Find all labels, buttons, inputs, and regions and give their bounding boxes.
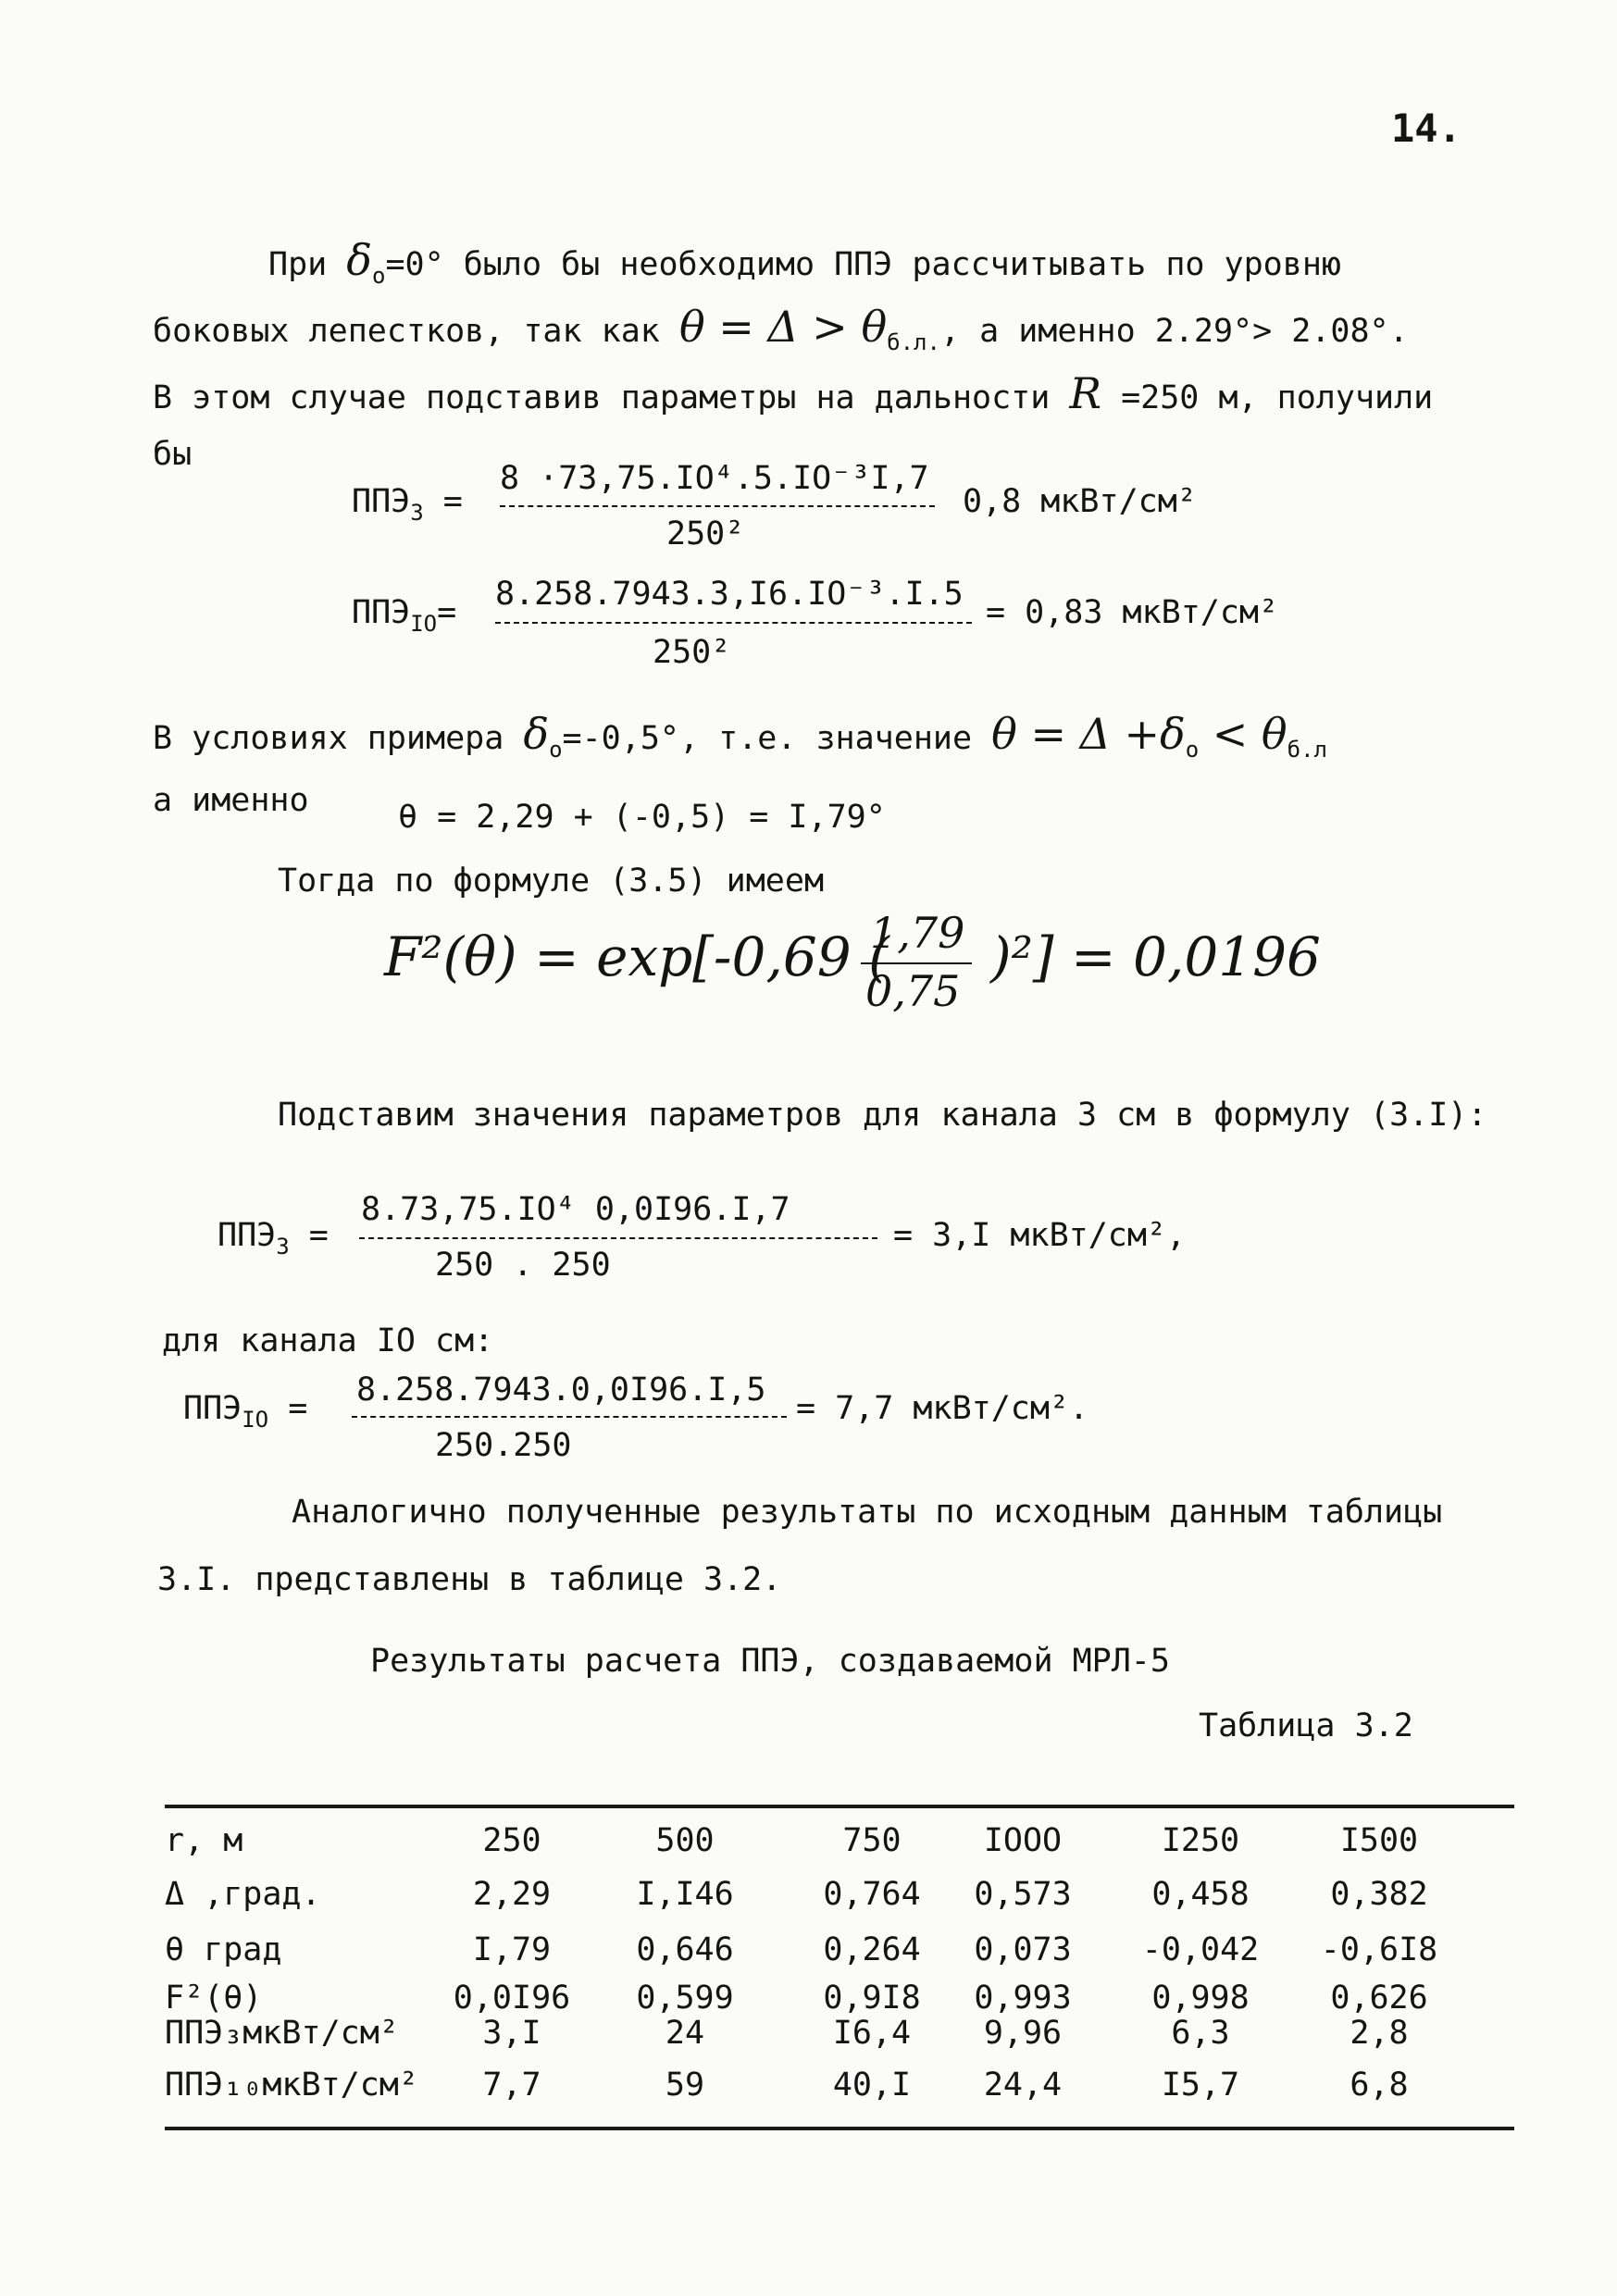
para2-line2-label: а именно [153, 782, 309, 819]
eq1-lhs: $ППЭ_3$ = [352, 483, 463, 526]
para2-line2-expr: θ = 2,29 + (-0,5) = I,79° [398, 799, 886, 836]
eq2-lhs: $ППЭ_{IO}=$ [352, 594, 457, 637]
eq3-result: = 3,I мкВт/см², [893, 1217, 1187, 1254]
table-cell: 59 [665, 2066, 705, 2104]
table-cell: I5,7 [1161, 2066, 1240, 2104]
table-cell: 0,998 [1151, 1980, 1250, 2017]
formula35-rhs: )²] = 0,0196 [990, 925, 1321, 988]
table-cell: 0,264 [823, 1931, 921, 1968]
table-cell: 9,96 [983, 2015, 1063, 2052]
eq3-denominator: 250 . 250 [435, 1247, 611, 1284]
table-cell: 500 [655, 1822, 715, 1859]
row-header-theta: θ град [165, 1931, 282, 1968]
formula35-fraction-bar [861, 962, 972, 964]
eq2-denominator: 250² [653, 634, 731, 671]
table-cell: 24,4 [983, 2066, 1063, 2104]
para1-line3: В этом случае подставив параметры на дальности R =250 м, получили [153, 368, 1434, 418]
table-cell: 2,29 [472, 1876, 552, 1913]
table-top-rule [165, 1805, 1514, 1808]
table-cell: 250 [482, 1822, 541, 1859]
para2-line3: Тогда по формуле (3.5) имеем [278, 863, 825, 900]
table-cell: 3,I [482, 2015, 541, 2052]
table-cell: 0,0I96 [453, 1980, 571, 2017]
eq1-numerator: 8 ·73,75.IO⁴.5.IO⁻³I,7 [500, 460, 929, 497]
table-cell: 750 [842, 1822, 902, 1859]
table-cell: 0,646 [636, 1931, 734, 1968]
table-cell: 0,073 [974, 1931, 1072, 1968]
para1-line1: При $\delta_o=0^\circ$ было бы необходимо ППЭ рассчитывать по уровню [268, 235, 1341, 289]
table-cell: I500 [1339, 1822, 1419, 1859]
page-number: 14. [1391, 105, 1462, 151]
para5-line1: Аналогично полученные результаты по исходным данным таблицы [292, 1494, 1443, 1531]
table-cell: 0,626 [1330, 1980, 1428, 2017]
eq3-fraction-bar [359, 1237, 877, 1239]
table-cell: -0,6I8 [1320, 1931, 1438, 1968]
eq1-denominator: 250² [666, 515, 745, 552]
table-cell: I,79 [472, 1931, 552, 1968]
table-cell: 0,599 [636, 1980, 734, 2017]
eq4-fraction-bar [352, 1416, 787, 1418]
formula35-denominator: 0,75 [865, 966, 961, 1016]
table-cell: 0,573 [974, 1876, 1072, 1913]
table-cell: 7,7 [482, 2066, 541, 2104]
eq4-denominator: 250.250 [435, 1427, 572, 1464]
table-cell: 40,I [832, 2066, 912, 2104]
para1-line2: боковых лепестков, так как $\theta = \Delta > \theta_{б.л.}$, а именно 2.29°> 2.08°. [153, 302, 1409, 355]
table-cell: 2,8 [1350, 2015, 1409, 2052]
eq3-lhs: $ППЭ_3$ = [218, 1217, 329, 1260]
eq2-fraction-bar [495, 622, 972, 624]
row-header-delta: Δ ,град. [165, 1876, 321, 1913]
table-cell: 24 [665, 2015, 705, 2052]
table-cell: 0,764 [823, 1876, 921, 1913]
para4: для канала IO см: [162, 1322, 494, 1359]
table-cell: 6,8 [1350, 2066, 1409, 2104]
table-cell: 0,382 [1330, 1876, 1428, 1913]
eq4-result: = 7,7 мкВт/см². [796, 1390, 1089, 1427]
table-cell: 0,9I8 [823, 1980, 921, 2017]
eq2-numerator: 8.258.7943.3,I6.IO⁻³.I.5 [495, 576, 964, 613]
row-header-ppe10: ППЭ₁₀мкВт/см² [165, 2066, 418, 2104]
table-cell: IOOO [983, 1822, 1063, 1859]
eq3-numerator: 8.73,75.IO⁴ 0,0I96.I,7 [361, 1191, 790, 1228]
table-cell: I250 [1161, 1822, 1240, 1859]
table-cell: I6,4 [832, 2015, 912, 2052]
para2-line1: В условиях примера $\delta_o=-0,5^\circ$, т.е. значение $\theta = \Delta +\delta_o < \theta_{б.л}$ [153, 709, 1327, 763]
para5-line2: 3.I. представлены в таблице 3.2. [157, 1561, 782, 1598]
eq1-result: 0,8 мкВт/см² [963, 483, 1197, 520]
table-cell: -0,042 [1141, 1931, 1260, 1968]
table-bottom-rule [165, 2127, 1514, 2130]
eq1-fraction-bar [500, 505, 935, 507]
row-header-ppe3: ППЭ₃мкВт/см² [165, 2015, 399, 2052]
row-header-f2: F²(θ) [165, 1980, 263, 2017]
formula35-lhs: F²(θ) = exp[-0,69 ( [384, 925, 889, 988]
para1-line4: бы [153, 436, 193, 473]
eq4-numerator: 8.258.7943.0,0I96.I,5 [356, 1371, 766, 1409]
table-caption: Результаты расчета ППЭ, создаваемой МРЛ-5 [370, 1643, 1170, 1680]
table-cell: 0,458 [1151, 1876, 1250, 1913]
table-label: Таблица 3.2 [1199, 1707, 1413, 1744]
eq2-result: = 0,83 мкВт/см² [986, 594, 1279, 631]
formula35-numerator: 1,79 [870, 908, 965, 958]
table-cell: 6,3 [1171, 2015, 1230, 2052]
row-header-r: r, м [165, 1822, 243, 1859]
table-cell: 0,993 [974, 1980, 1072, 2017]
table-cell: I,I46 [636, 1876, 734, 1913]
para3: Подставим значения параметров для канала 3 см в формулу (3.I): [278, 1097, 1487, 1134]
eq4-lhs: $ППЭ_{IO}$ = [183, 1390, 308, 1433]
